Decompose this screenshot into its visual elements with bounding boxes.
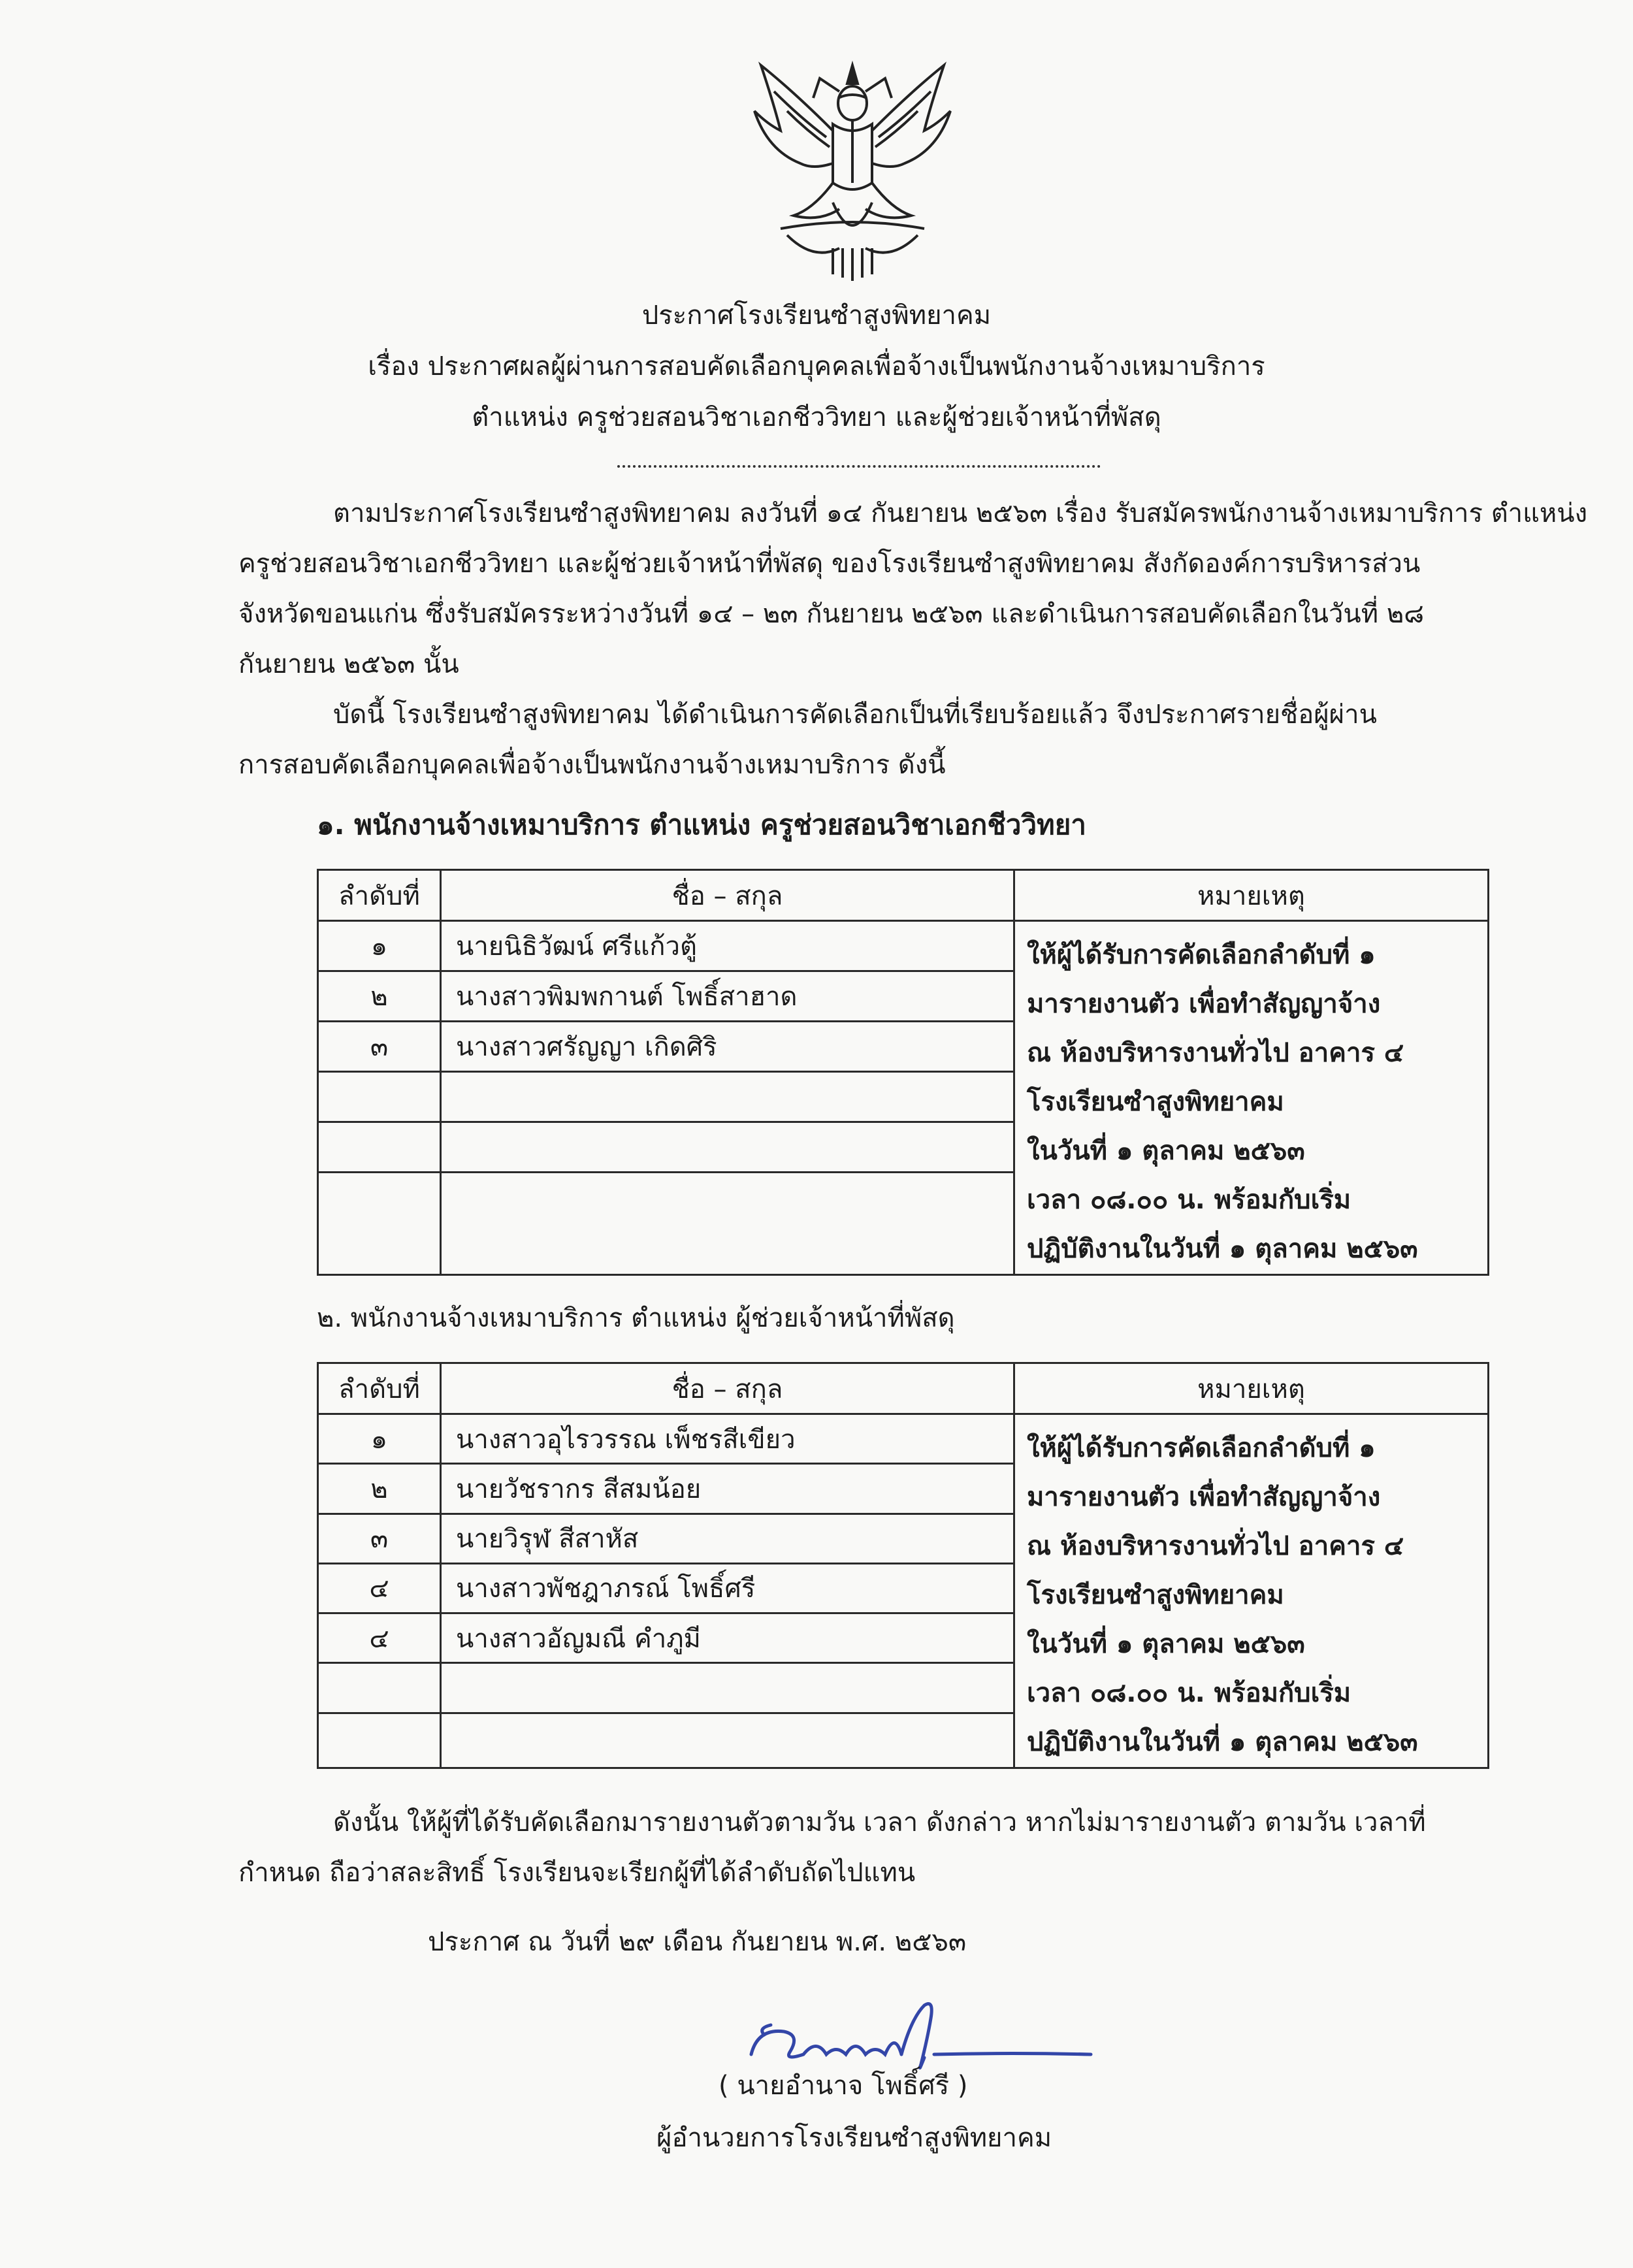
remark-line: ปฏิบัติงานในวันที่ ๑ ตุลาคม ๒๕๖๓ (1027, 1727, 1418, 1757)
announcement-subject: เรื่อง ประกาศผลผู้ผ่านการสอบคัดเลือกบุคคลเพื่อจ้างเป็นพนักงานจ้างเหมาบริการ (368, 351, 1265, 381)
remark-line: ในวันที่ ๑ ตุลาคม ๒๕๖๓ (1027, 1136, 1305, 1166)
signer-title: ผู้อำนวยการโรงเรียนซำสูงพิทยาคม (656, 2123, 1052, 2153)
section1-title: ๑. พนักงานจ้างเหมาบริการ ตำแหน่ง ครูช่วยสอนวิชาเอกชีววิทยา (317, 809, 1086, 841)
announcement-title: ประกาศโรงเรียนซำสูงพิทยาคม (641, 300, 992, 331)
header-divider (617, 465, 1101, 468)
garuda-emblem (735, 52, 970, 287)
row-name: นางสาวอัญมณี คำภูมี (441, 1613, 1014, 1663)
col-header-no: ลำดับที่ (318, 870, 441, 921)
row-no: ๒ (318, 1464, 441, 1514)
remark-line: ณ ห้องบริหารงานทั่วไป อาคาร ๔ (1027, 1531, 1404, 1561)
paragraph1-line4: กันยายน ๒๕๖๓ นั้น (238, 649, 459, 679)
col-header-no: ลำดับที่ (318, 1363, 441, 1414)
remark-line: โรงเรียนซำสูงพิทยาคม (1027, 1087, 1284, 1117)
col-header-name: ชื่อ – สกุล (441, 870, 1014, 921)
signer-name: ( นายอำนาจ โพธิ์ศรี ) (719, 2071, 968, 2101)
row-name: นางสาวพิมพกานต์ โพธิ์สาฮาด (441, 971, 1014, 1021)
remark-line: มารายงานตัว เพื่อทำสัญญาจ้าง (1027, 989, 1381, 1019)
paragraph1-line3: จังหวัดขอนแก่น ซึ่งรับสมัครระหว่างวันที่ ๑๔ – ๒๓ กันยายน ๒๕๖๓ และดำเนินการสอบคัดเลือกในวันที่ ๒๘ (238, 599, 1425, 629)
section2-title: ๒. พนักงานจ้างเหมาบริการ ตำแหน่ง ผู้ช่วยเจ้าหน้าที่พัสดุ (317, 1303, 955, 1333)
announce-date: ประกาศ ณ วันที่ ๒๙ เดือน กันยายน พ.ศ. ๒๕๖๓ (428, 1927, 967, 1957)
row-no (318, 1663, 441, 1713)
remark-line: ให้ผู้ได้รับการคัดเลือกลำดับที่ ๑ (1027, 1433, 1376, 1463)
row-no (318, 1071, 441, 1122)
row-name (441, 1071, 1014, 1122)
row-no (318, 1713, 441, 1768)
col-header-remark: หมายเหตุ (1014, 870, 1489, 921)
col-header-name: ชื่อ – สกุล (441, 1363, 1014, 1414)
remark-line: เวลา ๐๘.๐๐ น. พร้อมกับเริ่ม (1027, 1185, 1351, 1215)
row-name: นางสาวพัชฎาภรณ์ โพธิ์ศรี (441, 1563, 1014, 1613)
row-name: นายนิธิวัฒน์ ศรีแก้วตู้ (441, 921, 1014, 971)
section2-table (317, 1362, 1489, 1769)
table-header-row (318, 870, 1489, 921)
section2-remark (1014, 1414, 1489, 1768)
remark-line: ในวันที่ ๑ ตุลาคม ๒๕๖๓ (1027, 1629, 1305, 1659)
row-name: นางสาวอุไรวรรณ เพ็ชรสีเขียว (441, 1414, 1014, 1464)
closing-line2: กำหนด ถือว่าสละสิทธิ์ โรงเรียนจะเรียกผู้ที่ได้ลำดับถัดไปแทน (238, 1858, 916, 1888)
remark-line: มารายงานตัว เพื่อทำสัญญาจ้าง (1027, 1482, 1381, 1512)
remark-line: ปฏิบัติงานในวันที่ ๑ ตุลาคม ๒๕๖๓ (1027, 1234, 1418, 1264)
paragraph2-line1: บัดนี้ โรงเรียนซำสูงพิทยาคม ได้ดำเนินการคัดเลือกเป็นที่เรียบร้อยแล้ว จึงประกาศรายชื่อผู้ผ่าน (333, 700, 1377, 730)
col-header-remark: หมายเหตุ (1014, 1363, 1489, 1414)
paragraph1-line1: ตามประกาศโรงเรียนซำสูงพิทยาคม ลงวันที่ ๑๔ กันยายน ๒๕๖๓ เรื่อง รับสมัครพนักงานจ้างเหมาบริการ ตำแหน่ง (333, 498, 1588, 528)
row-no: ๓ (318, 1021, 441, 1071)
row-no: ๓ (318, 1514, 441, 1563)
row-name: นางสาวศรัญญา เกิดศิริ (441, 1021, 1014, 1071)
row-no: ๒ (318, 971, 441, 1021)
table-header-row (318, 1363, 1489, 1414)
table-row (318, 1414, 1489, 1464)
row-name (441, 1713, 1014, 1768)
closing-line1: ดังนั้น ให้ผู้ที่ได้รับคัดเลือกมารายงานตัวตามวัน เวลา ดังกล่าว หากไม่มารายงานตัว ตามวัน เวลาที่ (333, 1807, 1426, 1838)
row-no: ๔ (318, 1563, 441, 1613)
row-name (441, 1663, 1014, 1713)
announcement-position: ตำแหน่ง ครูช่วยสอนวิชาเอกชีววิทยา และผู้ช่วยเจ้าหน้าที่พัสดุ (472, 402, 1161, 432)
row-name (441, 1172, 1014, 1274)
remark-line: โรงเรียนซำสูงพิทยาคม (1027, 1580, 1284, 1610)
row-no: ๔ (318, 1613, 441, 1663)
paragraph1-line2: ครูช่วยสอนวิชาเอกชีววิทยา และผู้ช่วยเจ้าหน้าที่พัสดุ ของโรงเรียนซำสูงพิทยาคม สังกัดองค์การบริหารส่วน (238, 549, 1421, 579)
remark-line: เวลา ๐๘.๐๐ น. พร้อมกับเริ่ม (1027, 1678, 1351, 1708)
row-no (318, 1122, 441, 1172)
row-name: นายวิรุฬ สีสาหัส (441, 1514, 1014, 1563)
row-no (318, 1172, 441, 1274)
remark-line: ณ ห้องบริหารงานทั่วไป อาคาร ๔ (1027, 1038, 1404, 1068)
row-no: ๑ (318, 1414, 441, 1464)
remark-line: ให้ผู้ได้รับการคัดเลือกลำดับที่ ๑ (1027, 940, 1376, 970)
row-no: ๑ (318, 921, 441, 971)
section1-remark (1014, 921, 1489, 1275)
paragraph2-line2: การสอบคัดเลือกบุคคลเพื่อจ้างเป็นพนักงานจ้างเหมาบริการ ดังนี้ (238, 750, 946, 780)
row-name: นายวัชรากร สีสมน้อย (441, 1464, 1014, 1514)
table-row (318, 921, 1489, 971)
row-name (441, 1122, 1014, 1172)
section1-table (317, 869, 1489, 1276)
